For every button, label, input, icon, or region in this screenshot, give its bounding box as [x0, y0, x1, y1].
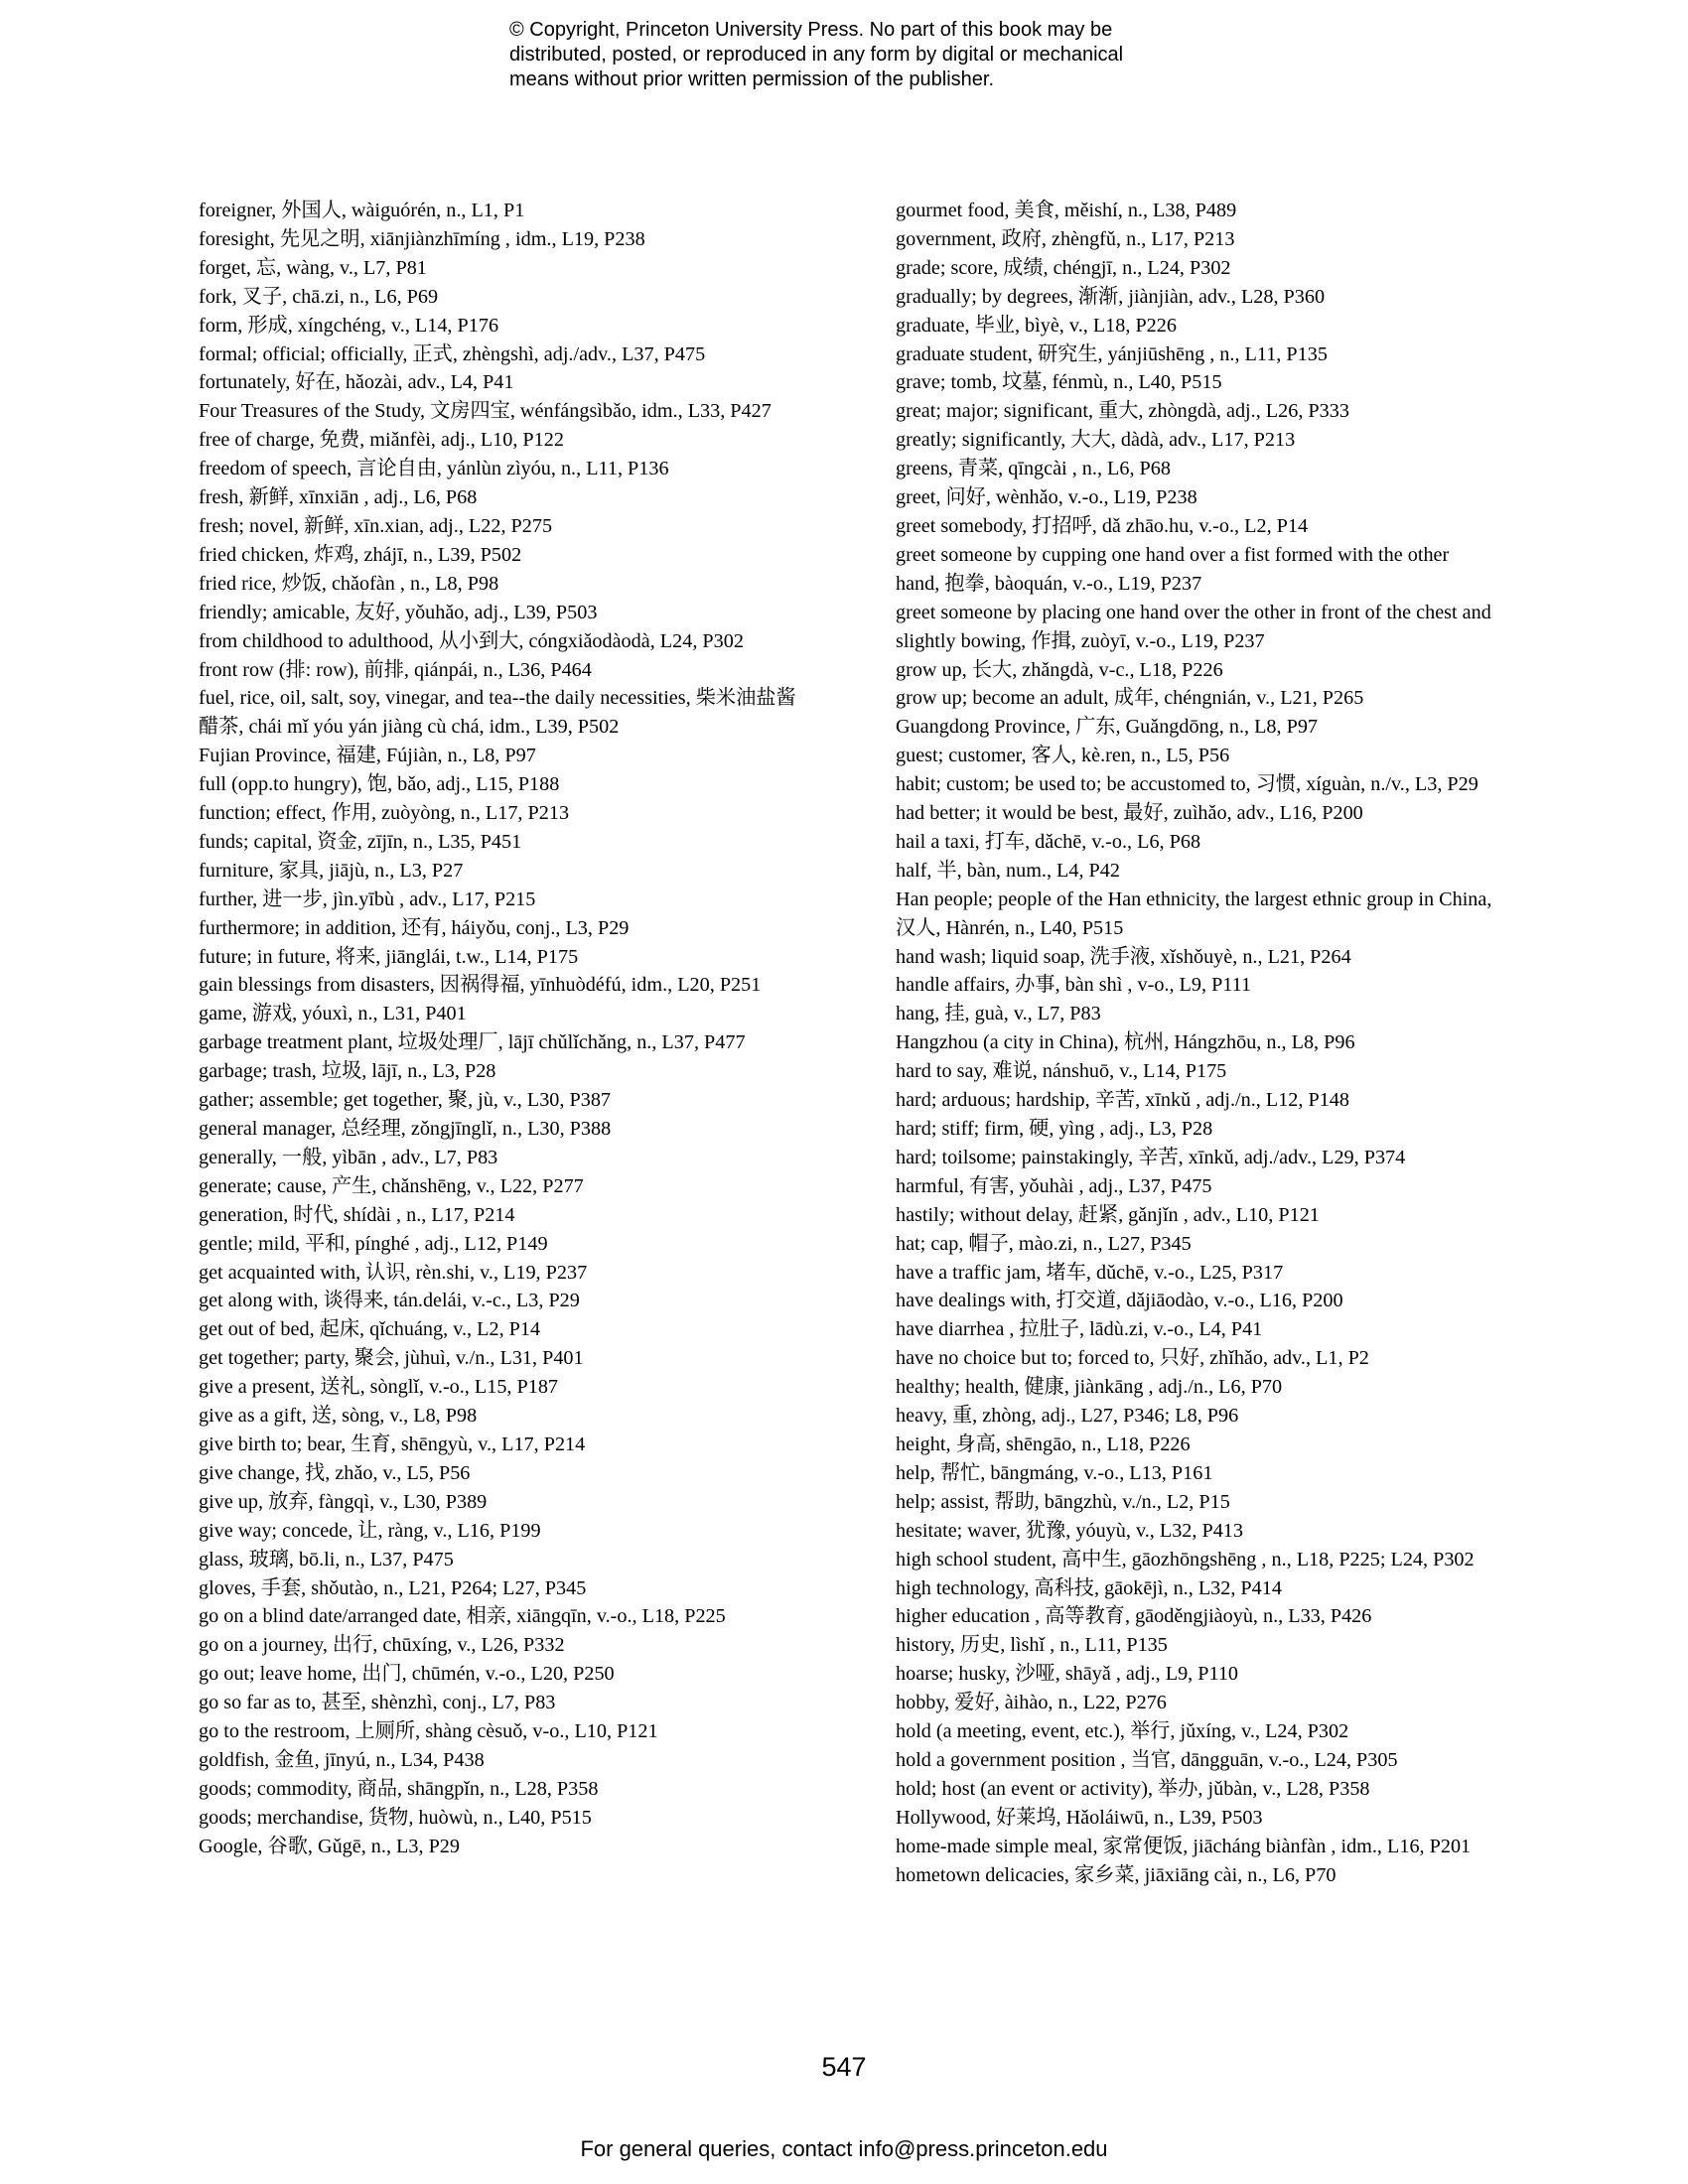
glossary-entry: grow up, 长大, zhǎngdà, v-c., L18, P226 — [896, 658, 1223, 681]
copyright-line: © Copyright, Princeton University Press. No part of this book may be — [509, 19, 1113, 41]
glossary-entry: had better; it would be best, 最好, zuìhǎo, adv., L16, P200 — [896, 802, 1363, 825]
glossary-entry: garbage; trash, 垃圾, lājī, n., L3, P28 — [199, 1060, 496, 1083]
glossary-entry: greet someone by placing one hand over the other in front of the chest and slightly bowing, 作揖, zuòyī, v.-o., L19, P237 — [896, 601, 1491, 652]
glossary-entry: get out of bed, 起床, qǐchuáng, v., L2, P14 — [199, 1318, 541, 1341]
glossary-entry: foreigner, 外国人, wàiguórén, n., L1, P1 — [199, 200, 525, 221]
glossary-entry: graduate student, 研究生, yánjiūshēng , n., L11, P135 — [896, 342, 1328, 365]
glossary-entry: give way; concede, 让, ràng, v., L16, P199 — [199, 1519, 541, 1542]
glossary-entry: garbage treatment plant, 垃圾处理厂, lājī chǔlǐchǎng, n., L37, P477 — [199, 1031, 746, 1054]
glossary-entry: give change, 找, zhǎo, v., L5, P56 — [199, 1461, 471, 1484]
copyright-notice — [509, 18, 1264, 92]
glossary-entry: help; assist, 帮助, bāngzhù, v./n., L2, P15 — [896, 1490, 1230, 1513]
glossary-entry: give as a gift, 送, sòng, v., L8, P98 — [199, 1405, 478, 1428]
footer-contact: For general queries, contact info@press.princeton.edu — [580, 2136, 1108, 2161]
glossary-column-right — [896, 197, 1493, 1889]
glossary-entry: fried rice, 炒饭, chǎofàn , n., L8, P98 — [199, 572, 499, 595]
glossary-entry: government, 政府, zhèngfǔ, n., L17, P213 — [896, 227, 1235, 250]
glossary-entry: grow up; become an adult, 成年, chéngnián, v., L21, P265 — [896, 687, 1364, 710]
glossary-entry: Four Treasures of the Study, 文房四宝, wénfángsìbǎo, idm., L33, P427 — [199, 400, 772, 423]
glossary-entry: home-made simple meal, 家常便饭, jiācháng biànfàn , idm., L16, P201 — [896, 1835, 1472, 1857]
glossary-entry: habit; custom; be used to; be accustomed to, 习惯, xíguàn, n./v., L3, P29 — [896, 773, 1478, 796]
glossary-entry: hang, 挂, guà, v., L7, P83 — [896, 1003, 1101, 1025]
glossary-entry: generate; cause, 产生, chǎnshēng, v., L22, P277 — [199, 1174, 584, 1197]
glossary-entry: formal; official; officially, 正式, zhèngshì, adj./adv., L37, P475 — [199, 342, 706, 365]
glossary-entry: go out; leave home, 出门, chūmén, v.-o., L20, P250 — [199, 1663, 615, 1686]
glossary-entry: hand wash; liquid soap, 洗手液, xǐshǒuyè, n., L21, P264 — [896, 945, 1351, 968]
glossary-entry: from childhood to adulthood, 从小到大, cóngxiǎodàodà, L24, P302 — [199, 629, 744, 652]
glossary-entry: greet, 问好, wènhǎo, v.-o., L19, P238 — [896, 486, 1197, 509]
glossary-entry: have no choice but to; forced to, 只好, zhǐhǎo, adv., L1, P2 — [896, 1347, 1369, 1370]
glossary-entry: history, 历史, lìshǐ , n., L11, P135 — [896, 1634, 1168, 1657]
glossary-entry: high school student, 高中生, gāozhōngshēng , n., L18, P225; L24, P302 — [896, 1548, 1475, 1570]
glossary-entry: greens, 青菜, qīngcài , n., L6, P68 — [896, 458, 1171, 480]
glossary-entry: goods; commodity, 商品, shāngpǐn, n., L28, P358 — [199, 1777, 599, 1800]
glossary-entry: gentle; mild, 平和, pínghé , adj., L12, P149 — [199, 1232, 548, 1255]
glossary-entry: give a present, 送礼, sònglǐ, v.-o., L15, P187 — [199, 1376, 559, 1399]
glossary-entry: gradually; by degrees, 渐渐, jiànjiàn, adv., L28, P360 — [896, 285, 1326, 308]
glossary-entry: general manager, 总经理, zǒngjīnglǐ, n., L30, P388 — [199, 1118, 612, 1140]
glossary-entry: fresh; novel, 新鲜, xīn.xian, adj., L22, P275 — [199, 514, 553, 537]
glossary-entry: front row (排: row), 前排, qiánpái, n., L36, P464 — [199, 658, 592, 681]
glossary-entry: future; in future, 将来, jiānglái, t.w., L14, P175 — [199, 945, 579, 968]
glossary-entry: hobby, 爱好, àihào, n., L22, P276 — [896, 1692, 1167, 1714]
glossary-entry: further, 进一步, jìn.yībù , adv., L17, P215 — [199, 887, 536, 910]
glossary-entry: Hangzhou (a city in China), 杭州, Hángzhōu, n., L8, P96 — [896, 1031, 1355, 1054]
page-number: 547 — [821, 2052, 867, 2082]
glossary-entry: Google, 谷歌, Gǔgē, n., L3, P29 — [199, 1835, 460, 1857]
glossary-entry: harmful, 有害, yǒuhài , adj., L37, P475 — [896, 1174, 1212, 1197]
glossary-entry: glass, 玻璃, bō.li, n., L37, P475 — [199, 1548, 454, 1570]
glossary-entry: height, 身高, shēngāo, n., L18, P226 — [896, 1433, 1191, 1455]
glossary-entry: grade; score, 成绩, chéngjī, n., L24, P302 — [896, 256, 1231, 279]
glossary-entry: have diarrhea , 拉肚子, lādù.zi, v.-o., L4, P41 — [896, 1318, 1263, 1341]
glossary-entry: go on a blind date/arranged date, 相亲, xiāngqīn, v.-o., L18, P225 — [199, 1605, 726, 1628]
glossary-entry: goldfish, 金鱼, jīnyú, n., L34, P438 — [199, 1748, 485, 1771]
glossary-entry: greet someone by cupping one hand over a fist formed with the other hand, 抱拳, bàoquán, v.-o., L19, P237 — [896, 543, 1450, 595]
glossary-entry: game, 游戏, yóuxì, n., L31, P401 — [199, 1003, 467, 1025]
glossary-entry: go on a journey, 出行, chūxíng, v., L26, P332 — [199, 1634, 565, 1657]
glossary-entry: fresh, 新鲜, xīnxiān , adj., L6, P68 — [199, 486, 478, 509]
glossary-entry: hastily; without delay, 赶紧, gǎnjǐn , adv., L10, P121 — [896, 1203, 1320, 1226]
glossary-entry: hard to say, 难说, nánshuō, v., L14, P175 — [896, 1060, 1227, 1083]
glossary-entry: Han people; people of the Han ethnicity, the largest ethnic group in China, 汉人, Hànrén, n., L40, P515 — [896, 887, 1492, 939]
glossary-entry: go to the restroom, 上厕所, shàng cèsuǒ, v-o., L10, P121 — [199, 1720, 658, 1743]
glossary-entry: hold a government position , 当官, dāngguān, v.-o., L24, P305 — [896, 1748, 1398, 1771]
glossary-entry: gloves, 手套, shǒutào, n., L21, P264; L27, P345 — [199, 1576, 587, 1599]
glossary-entry: hometown delicacies, 家乡菜, jiāxiāng cài, n., L6, P70 — [896, 1863, 1336, 1886]
glossary-entry: great; major; significant, 重大, zhòngdà, adj., L26, P333 — [896, 400, 1349, 423]
glossary-entry: generally, 一般, yìbān , adv., L7, P83 — [199, 1146, 498, 1168]
glossary-entry: heavy, 重, zhòng, adj., L27, P346; L8, P96 — [896, 1405, 1239, 1428]
glossary-entry: help, 帮忙, bāngmáng, v.-o., L13, P161 — [896, 1461, 1213, 1484]
copyright-line: means without prior written permission of the publisher. — [509, 68, 995, 90]
glossary-entry: higher education , 高等教育, gāoděngjiàoyù, n., L33, P426 — [896, 1605, 1372, 1628]
glossary-entry: form, 形成, xíngchéng, v., L14, P176 — [199, 314, 499, 337]
glossary-entry: have a traffic jam, 堵车, dǔchē, v.-o., L25, P317 — [896, 1261, 1284, 1284]
glossary-entry: hoarse; husky, 沙哑, shāyǎ , adj., L9, P110 — [896, 1663, 1239, 1686]
glossary-entry: function; effect, 作用, zuòyòng, n., L17, P213 — [199, 802, 570, 825]
glossary-column-left — [199, 197, 804, 1861]
glossary-entry: gourmet food, 美食, měishí, n., L38, P489 — [896, 200, 1237, 221]
glossary-entry: friendly; amicable, 友好, yǒuhǎo, adj., L39, P503 — [199, 601, 598, 623]
glossary-entry: healthy; health, 健康, jiànkāng , adj./n., L6, P70 — [896, 1376, 1283, 1399]
glossary-entry: high technology, 高科技, gāokējì, n., L32, P414 — [896, 1576, 1282, 1599]
glossary-entry: fork, 叉子, chā.zi, n., L6, P69 — [199, 285, 439, 308]
glossary-entry: goods; merchandise, 货物, huòwù, n., L40, P515 — [199, 1806, 592, 1829]
glossary-entry: full (opp.to hungry), 饱, bǎo, adj., L15, P188 — [199, 773, 560, 796]
glossary-entry: hat; cap, 帽子, mào.zi, n., L27, P345 — [896, 1232, 1192, 1255]
glossary-entry: fortunately, 好在, hǎozài, adv., L4, P41 — [199, 371, 514, 394]
glossary-entry: hold; host (an event or activity), 举办, jǔbàn, v., L28, P358 — [896, 1777, 1370, 1800]
glossary-entry: funds; capital, 资金, zījīn, n., L35, P451 — [199, 830, 522, 853]
glossary-entry: free of charge, 免费, miǎnfèi, adj., L10, P122 — [199, 429, 564, 452]
glossary-entry: guest; customer, 客人, kè.ren, n., L5, P56 — [896, 745, 1230, 767]
glossary-entry: grave; tomb, 坟墓, fénmù, n., L40, P515 — [896, 371, 1222, 394]
glossary-entry: handle affairs, 办事, bàn shì , v-o., L9, P111 — [896, 974, 1252, 997]
glossary-entry: give up, 放弃, fàngqì, v., L30, P389 — [199, 1490, 488, 1513]
glossary-entry: fuel, rice, oil, salt, soy, vinegar, and tea--the daily necessities, 柴米油盐酱醋茶, chái mǐ yóu yán jiàng cù chá, idm., L39, P502 — [199, 687, 796, 739]
glossary-entry: Guangdong Province, 广东, Guǎngdōng, n., L8, P97 — [896, 716, 1319, 739]
glossary-entry: Fujian Province, 福建, Fújiàn, n., L8, P97 — [199, 745, 536, 767]
glossary-entry: hard; toilsome; painstakingly, 辛苦, xīnkǔ, adj./adv., L29, P374 — [896, 1146, 1406, 1168]
glossary-entry: hesitate; waver, 犹豫, yóuyù, v., L32, P413 — [896, 1519, 1243, 1542]
copyright-line: distributed, posted, or reproduced in any form by digital or mechanical — [509, 44, 1124, 66]
glossary-entry: Hollywood, 好莱坞, Hǎoláiwū, n., L39, P503 — [896, 1806, 1263, 1829]
glossary-entry: furniture, 家具, jiājù, n., L3, P27 — [199, 859, 464, 882]
glossary-entry: graduate, 毕业, bìyè, v., L18, P226 — [896, 314, 1177, 337]
glossary-entry: greet somebody, 打招呼, dǎ zhāo.hu, v.-o., L2, P14 — [896, 514, 1309, 537]
glossary-entry: gather; assemble; get together, 聚, jù, v., L30, P387 — [199, 1089, 612, 1112]
glossary-entry: give birth to; bear, 生育, shēngyù, v., L17, P214 — [199, 1433, 586, 1455]
glossary-entry: generation, 时代, shídài , n., L17, P214 — [199, 1203, 515, 1226]
glossary-entry: hard; arduous; hardship, 辛苦, xīnkǔ , adj./n., L12, P148 — [896, 1089, 1349, 1112]
glossary-entry: go so far as to, 甚至, shènzhì, conj., L7, P83 — [199, 1692, 556, 1714]
glossary-entry: have dealings with, 打交道, dǎjiāodào, v.-o., L16, P200 — [896, 1290, 1343, 1312]
glossary-entry: get along with, 谈得来, tán.delái, v.-c., L3, P29 — [199, 1290, 580, 1312]
glossary-entry: forget, 忘, wàng, v., L7, P81 — [199, 256, 427, 279]
glossary-entry: get together; party, 聚会, jùhuì, v./n., L31, P401 — [199, 1347, 584, 1370]
glossary-entry: furthermore; in addition, 还有, háiyǒu, conj., L3, P29 — [199, 916, 630, 939]
glossary-entry: freedom of speech, 言论自由, yánlùn zìyóu, n., L11, P136 — [199, 458, 669, 480]
glossary-entry: gain blessings from disasters, 因祸得福, yīnhuòdéfú, idm., L20, P251 — [199, 974, 762, 997]
glossary-entry: fried chicken, 炸鸡, zhájī, n., L39, P502 — [199, 543, 522, 566]
glossary-entry: hold (a meeting, event, etc.), 举行, jǔxíng, v., L24, P302 — [896, 1720, 1349, 1743]
glossary-entry: hail a taxi, 打车, dǎchē, v.-o., L6, P68 — [896, 830, 1201, 853]
glossary-entry: foresight, 先见之明, xiānjiànzhīmíng , idm., L19, P238 — [199, 227, 645, 250]
glossary-entry: half, 半, bàn, num., L4, P42 — [896, 859, 1120, 882]
glossary-entry: hard; stiff; firm, 硬, yìng , adj., L3, P28 — [896, 1118, 1213, 1140]
glossary-entry: get acquainted with, 认识, rèn.shi, v., L19, P237 — [199, 1261, 588, 1284]
glossary-entry: greatly; significantly, 大大, dàdà, adv., L17, P213 — [896, 429, 1296, 452]
